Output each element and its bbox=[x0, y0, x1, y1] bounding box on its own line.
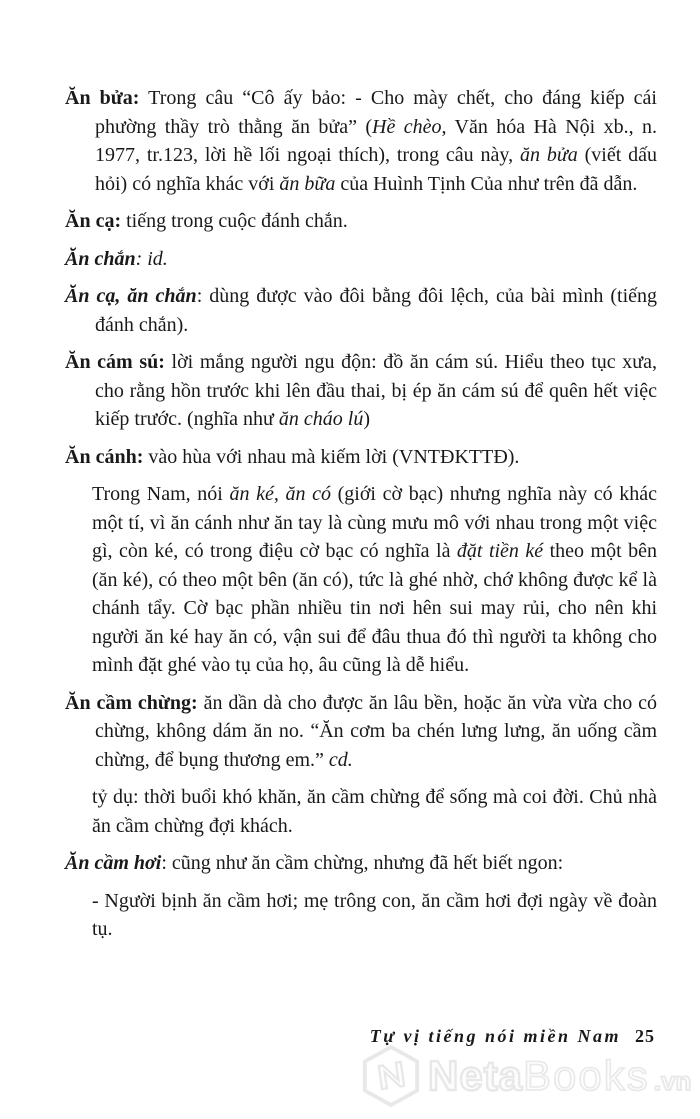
text-run: , bbox=[273, 483, 286, 505]
text-run: ăn dần dà cho được ăn lâu bền, hoặc ăn vừa vừa cho có chừng, không dám ăn no. “Ăn cơm ba chén lưng lưng, ăn uống cầm chừng, để bụng thương em.” bbox=[95, 691, 658, 771]
dictionary-paragraph-an-cam-chung-note bbox=[92, 783, 657, 840]
wordmark-vn: .vn bbox=[653, 1066, 692, 1096]
text-run: Trong Nam, nói bbox=[92, 483, 230, 505]
text-run: Ăn cầm chừng: bbox=[65, 691, 198, 714]
text-run: (viết dấu hỏi) có nghĩa khác với bbox=[95, 144, 657, 195]
text-run: tỷ dụ: thời buổi khó khăn, ăn cầm chừng để sống mà coi đời. Chủ nhà ăn cầm chừng đợi khách. bbox=[92, 786, 657, 837]
text-run: Hề chèo bbox=[372, 115, 442, 138]
dictionary-paragraph-an-cam-su bbox=[65, 348, 657, 434]
text-run: theo một bên (ăn ké), có theo một bên (ăn có), tức là ghé nhờ, chớ không được kể là chánh tẩy. Cờ bạc phần nhiều tin nơi hên sui may rủi, cho nên khi người ăn ké hay ăn có, vận sui để đâu thua đó thì người ta không cho mình đặt ghé vào tụ của họ, âu cũng là dễ hiểu. bbox=[92, 540, 657, 676]
text-run: Ăn cạ, ăn chắn bbox=[65, 285, 197, 307]
text-run: : id. bbox=[135, 247, 168, 270]
page-number: 25 bbox=[635, 1026, 655, 1046]
dictionary-paragraph-an-bua bbox=[65, 84, 657, 198]
text-run: (giới cờ bạc) nhưng nghĩa này có khác một tí, vì ăn cánh như ăn tay là cùng mưu mô với nhau trong một việc gì, còn ké, có trong điệu cờ bạc có nghĩa là bbox=[92, 483, 658, 562]
text-run: ) bbox=[363, 408, 370, 430]
text-run: Ăn cầm hơi bbox=[65, 852, 162, 874]
text-run: Trong câu “Cô ấy bảo: - Cho mày chết, cho đáng kiếp cái phường thầy trò thằng ăn bửa” ( bbox=[95, 87, 657, 138]
dictionary-paragraph-an-chan bbox=[65, 245, 657, 274]
dictionary-paragraph-an-cam-hoi bbox=[65, 849, 657, 878]
text-run: ăn ké bbox=[229, 483, 274, 505]
wordmark-books: Books bbox=[523, 1052, 650, 1099]
wordmark-neta: Neta bbox=[428, 1052, 524, 1099]
text-run: ăn bửa bbox=[519, 144, 578, 166]
text-run: Ăn cạ: bbox=[65, 210, 122, 232]
text-run: Ăn cám sú: bbox=[65, 351, 165, 373]
text-run: ăn bữa bbox=[279, 172, 336, 195]
text-run: : dùng được vào đôi bằng đôi lệch, của bài mình (tiếng đánh chắn). bbox=[95, 285, 657, 336]
text-run: : cũng như ăn cầm chừng, nhưng đã hết biết ngon: bbox=[161, 852, 564, 874]
netabooks-watermark bbox=[360, 1044, 691, 1108]
dictionary-paragraph-an-canh bbox=[65, 443, 657, 472]
running-title: Tự vị tiếng nói miền Nam bbox=[369, 1026, 621, 1046]
text-run: , Văn hóa Hà Nội xb., n. 1977, tr.123, lời hề lối ngoại thích), trong câu này, bbox=[95, 115, 657, 166]
text-run: Ăn bửa: bbox=[65, 87, 140, 109]
dictionary-paragraph-an-ca-an-chan bbox=[65, 282, 657, 339]
dictionary-paragraph-an-ca bbox=[65, 207, 657, 236]
text-run: đặt tiền ké bbox=[456, 540, 544, 562]
text-run: Ăn cánh: bbox=[65, 445, 144, 468]
dictionary-paragraph-an-canh-note bbox=[92, 480, 657, 680]
dictionary-paragraph-an-cam-chung bbox=[65, 689, 657, 775]
dictionary-paragraph-an-cam-hoi-example bbox=[92, 887, 657, 944]
text-run: vào hùa với nhau mà kiếm lời (VNTĐKTTĐ). bbox=[143, 445, 520, 468]
text-run: của Huình Tịnh Của như trên đã dẫn. bbox=[335, 172, 638, 195]
text-run: tiếng trong cuộc đánh chắn. bbox=[121, 210, 348, 232]
text-run: ăn cháo lú bbox=[278, 408, 364, 430]
page-text-column bbox=[65, 84, 657, 953]
text-run: cd. bbox=[328, 748, 353, 771]
text-run: lời mắng người ngu độn: đồ ăn cám sú. Hiểu theo tục xưa, cho rằng hồn trước khi lên đầu thai, bị ép ăn cám sú để quên hết việc kiếp trước. (nghĩa như bbox=[95, 351, 657, 430]
text-run: - Người bịnh ăn cầm hơi; mẹ trông con, ăn cầm hơi đợi ngày về đoàn tụ. bbox=[92, 889, 657, 940]
netabooks-wordmark bbox=[428, 1052, 692, 1099]
netabooks-hexagon-n-icon bbox=[360, 1044, 422, 1108]
text-run: ăn có bbox=[285, 483, 332, 505]
text-run: Ăn chắn bbox=[65, 247, 136, 270]
